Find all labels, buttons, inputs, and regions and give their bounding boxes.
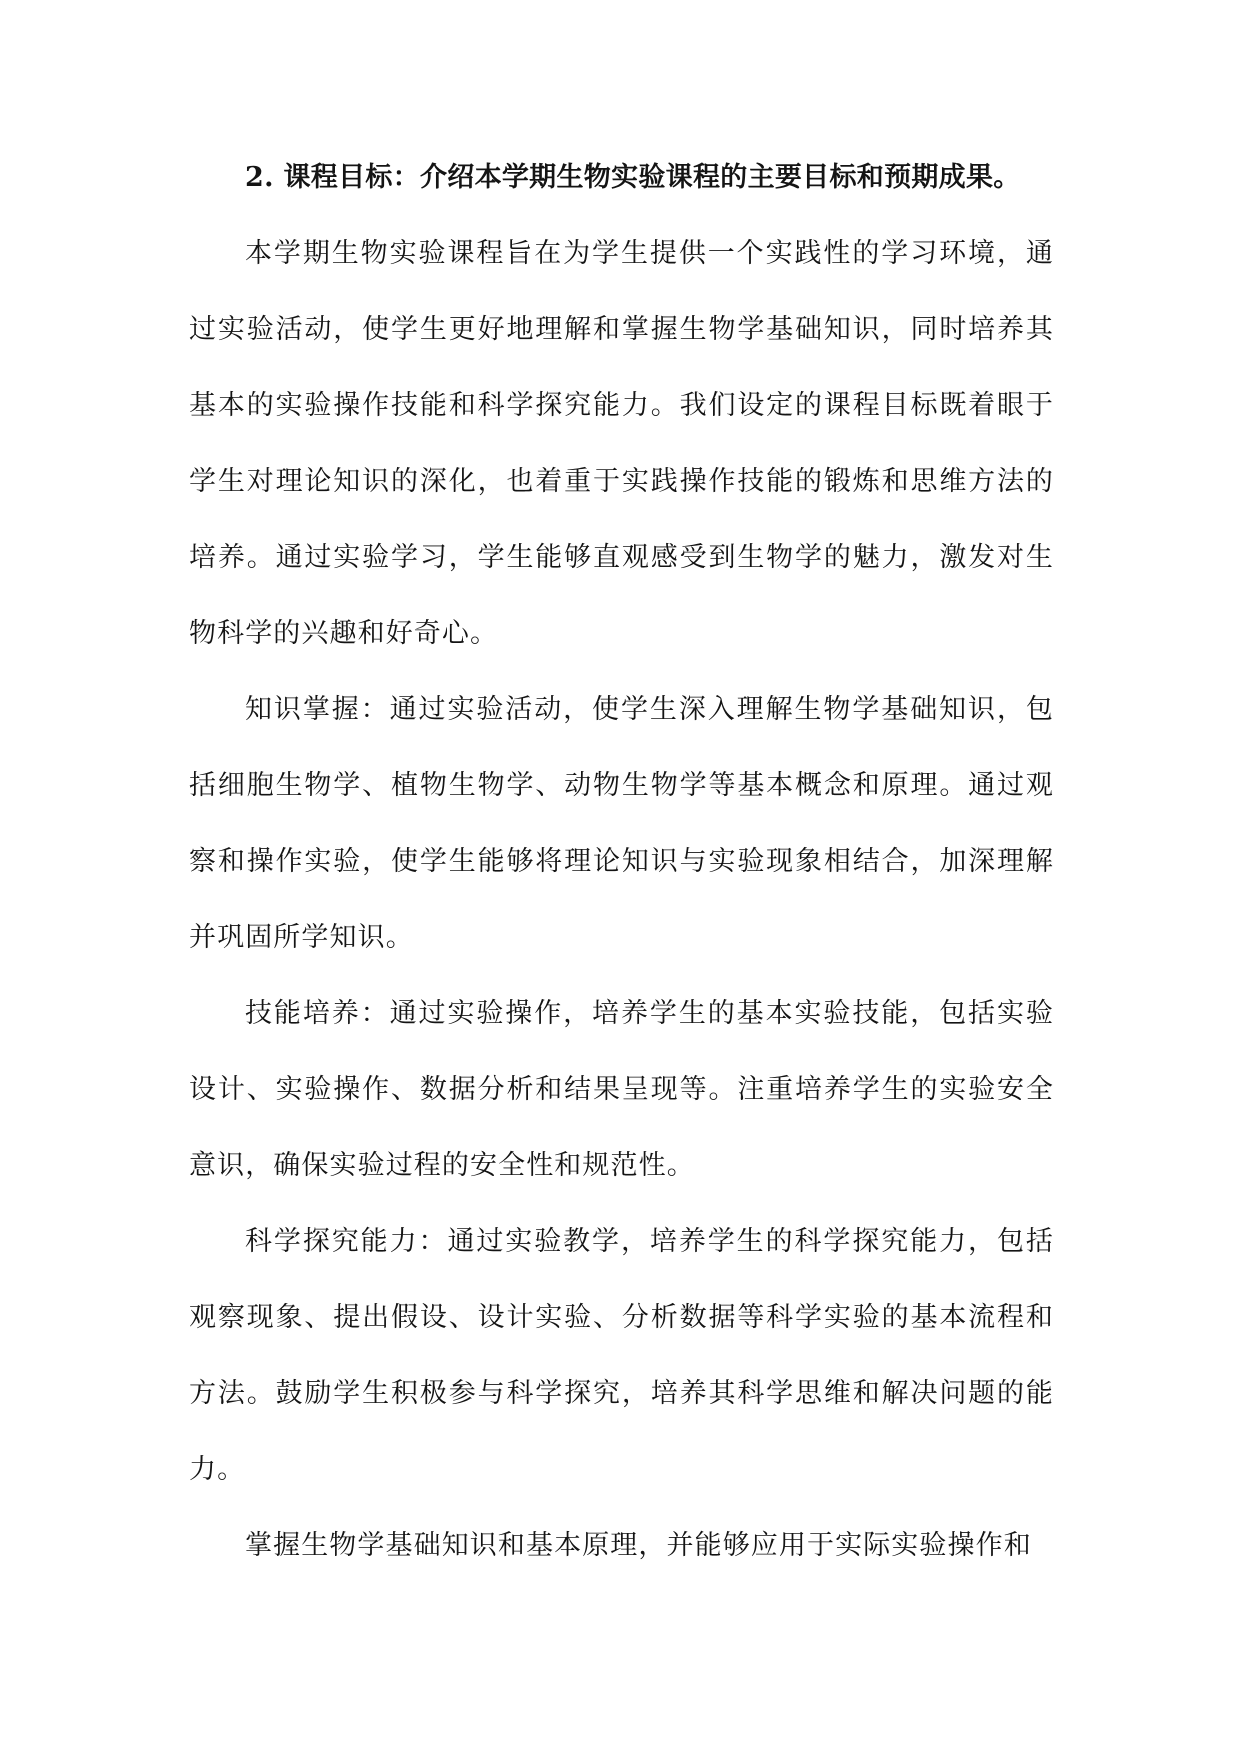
document-body [189,140,1054,1584]
paragraph-knowledge: 知识掌握：通过实验活动，使学生深入理解生物学基础知识，包括细胞生物学、植物生物学、动物生物学等基本概念和原理。通过观察和操作实验，使学生能够将理论知识与实验现象相结合，加深理解并巩固所学知识。 [189,694,1054,953]
paragraph-skills: 技能培养：通过实验操作，培养学生的基本实验技能，包括实验设计、实验操作、数据分析和结果呈现等。注重培养学生的实验安全意识，确保实验过程的安全性和规范性。 [189,998,1054,1181]
paragraph-inquiry: 科学探究能力：通过实验教学，培养学生的科学探究能力，包括观察现象、提出假设、设计实验、分析数据等科学实验的基本流程和方法。鼓励学生积极参与科学探究，培养其科学思维和解决问题的能力。 [189,1226,1054,1485]
paragraph-intro: 本学期生物实验课程旨在为学生提供一个实践性的学习环境，通过实验活动，使学生更好地理解和掌握生物学基础知识，同时培养其基本的实验操作技能和科学探究能力。我们设定的课程目标既着眼于学生对理论知识的深化，也着重于实践操作技能的锻炼和思维方法的培养。通过实验学习，学生能够直观感受到生物学的魅力，激发对生物科学的兴趣和好奇心。 [189,238,1054,649]
section-heading: 2. 课程目标：介绍本学期生物实验课程的主要目标和预期成果。 [245,162,1021,193]
paragraph-mastery: 掌握生物学基础知识和基本原理，并能够应用于实际实验操作和 [245,1530,1032,1561]
